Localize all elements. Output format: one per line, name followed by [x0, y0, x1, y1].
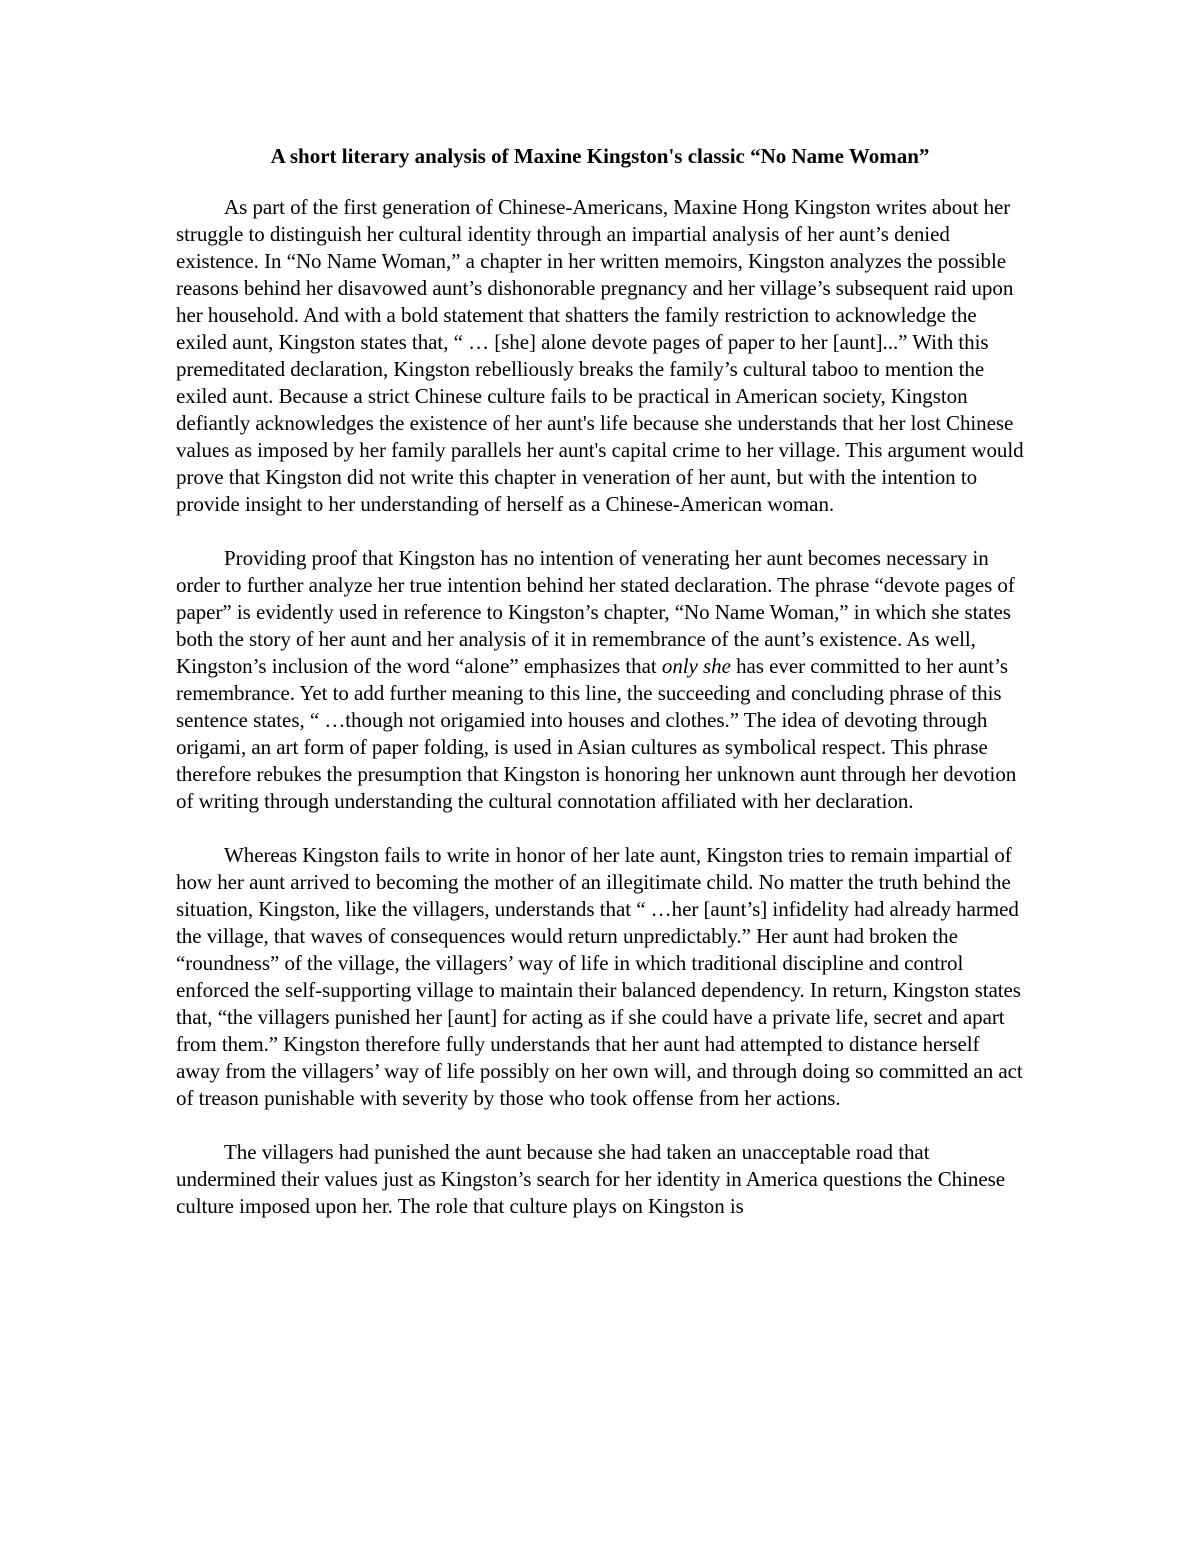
paragraph-2: [176, 545, 1024, 815]
paragraph-2-after: has ever committed to her aunt’s remembrance. Yet to add further meaning to this line, the succeeding and concluding phrase of this sentence states, “ …though not origamied into houses and clothes.” The idea of devoting through origami, an art form of paper folding, is used in Asian cultures as symbolical respect. This phrase therefore rebukes the presumption that Kingston is honoring her unknown aunt through her devotion of writing through understanding the cultural connotation affiliated with her declaration.: [176, 654, 1017, 813]
document-title: A short literary analysis of Maxine Kingston's classic “No Name Woman”: [270, 144, 930, 168]
paragraph-2-emphasis: only she: [661, 654, 731, 678]
paragraph-2-before: Providing proof that Kingston has no intention of venerating her aunt becomes necessary in order to further analyze her true intention behind her stated declaration. The phrase “devote pages of paper” is evidently used in reference to Kingston’s chapter, “No Name Woman,” in which she states both the story of her aunt and her analysis of it in remembrance of the aunt’s existence. As well, Kingston’s inclusion of the word “alone” emphasizes that: [176, 546, 1015, 678]
paragraph-1: As part of the first generation of Chinese-Americans, Maxine Hong Kingston writes about her struggle to distinguish her cultural identity through an impartial analysis of her aunt’s denied existence. In “No Name Woman,” a chapter in her written memoirs, Kingston analyzes the possible reasons behind her disavowed aunt’s dishonorable pregnancy and her village’s subsequent raid upon her household. And with a bold statement that shatters the family restriction to acknowledge the exiled aunt, Kingston states that, “ … [she] alone devote pages of paper to her [aunt]...” With this premeditated declaration, Kingston rebelliously breaks the family’s cultural taboo to mention the exiled aunt. Because a strict Chinese culture fails to be practical in American society, Kingston defiantly acknowledges the existence of her aunt's life because she understands that her lost Chinese values as imposed by her family parallels her aunt's capital crime to her village. This argument would prove that Kingston did not write this chapter in veneration of her aunt, but with the intention to provide insight to her understanding of herself as a Chinese-American woman.: [176, 195, 1024, 516]
paragraph-3: Whereas Kingston fails to write in honor of her late aunt, Kingston tries to remain impartial of how her aunt arrived to becoming the mother of an illegitimate child. No matter the truth behind the situation, Kingston, like the villagers, understands that “ …her [aunt’s] infidelity had already harmed the village, that waves of consequences would return unpredictably.” Her aunt had broken the “roundness” of the village, the villagers’ way of life in which traditional discipline and control enforced the self-supporting village to maintain their balanced dependency. In return, Kingston states that, “the villagers punished her [aunt] for acting as if she could have a private life, secret and apart from them.” Kingston therefore fully understands that her aunt had attempted to distance herself away from the villagers’ way of life possibly on her own will, and through doing so committed an act of treason punishable with severity by those who took offense from her actions.: [176, 843, 1023, 1110]
paragraph-4: The villagers had punished the aunt because she had taken an unacceptable road that undermined their values just as Kingston’s search for her identity in America questions the Chinese culture imposed upon her. The role that culture plays on Kingston is: [176, 1140, 1006, 1218]
